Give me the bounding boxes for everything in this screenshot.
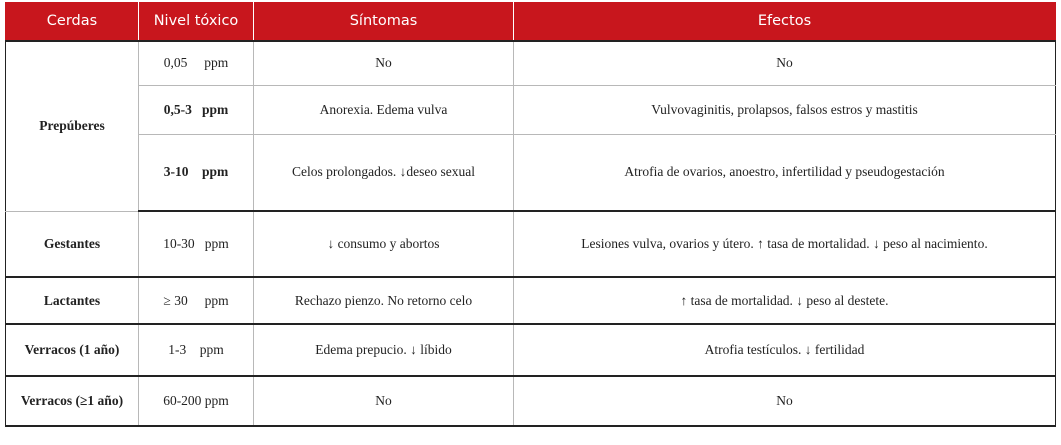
level-cell bbox=[139, 376, 254, 426]
group-label-gestantes: Gestantes bbox=[6, 211, 139, 277]
level-value: ≥ 30 ppm bbox=[163, 292, 229, 308]
group-label-verracos-2: Verracos (≥1 año) bbox=[6, 376, 139, 426]
table-row bbox=[6, 211, 1056, 277]
header-row bbox=[6, 2, 1056, 41]
toxicity-table-container bbox=[5, 2, 1055, 427]
effects-cell: Lesiones vulva, ovarios y útero. ↑ tasa de mortalidad. ↓ peso al nacimiento. bbox=[514, 211, 1056, 277]
level-value: 1-3 ppm bbox=[168, 342, 224, 357]
level-cell bbox=[139, 85, 254, 134]
effects-cell: No bbox=[514, 41, 1056, 85]
table-row bbox=[6, 324, 1056, 376]
header-cerdas: Cerdas bbox=[6, 2, 139, 41]
table-row bbox=[6, 85, 1056, 134]
table-row bbox=[6, 41, 1056, 85]
group-label-lactantes: Lactantes bbox=[6, 277, 139, 324]
level-cell bbox=[139, 277, 254, 324]
level-value: 0,5-3 ppm bbox=[163, 101, 229, 117]
level-cell bbox=[139, 211, 254, 277]
symptoms-cell: No bbox=[254, 376, 514, 426]
header-efectos: Efectos bbox=[514, 2, 1056, 41]
effects-cell: Atrofia de ovarios, anoestro, infertilidad y pseudogestación bbox=[514, 134, 1056, 211]
level-cell bbox=[139, 41, 254, 85]
effects-cell: ↑ tasa de mortalidad. ↓ peso al destete. bbox=[514, 277, 1056, 324]
level-value: 0,05 ppm bbox=[163, 55, 229, 71]
table-body bbox=[6, 41, 1056, 426]
table-header bbox=[6, 2, 1056, 41]
effects-cell: No bbox=[514, 376, 1056, 426]
level-cell bbox=[139, 134, 254, 211]
level-cell bbox=[139, 324, 254, 376]
level-value: 3-10 ppm bbox=[163, 164, 229, 180]
effects-cell: Vulvovaginitis, prolapsos, falsos estros y mastitis bbox=[514, 85, 1056, 134]
group-label-prepuberes: Prepúberes bbox=[6, 41, 139, 211]
level-value: 10-30 ppm bbox=[163, 236, 229, 251]
symptoms-cell: Anorexia. Edema vulva bbox=[254, 85, 514, 134]
effects-cell: Atrofia testículos. ↓ fertilidad bbox=[514, 324, 1056, 376]
symptoms-cell: ↓ consumo y abortos bbox=[254, 211, 514, 277]
level-value: 60-200 ppm bbox=[163, 393, 229, 408]
symptoms-cell: No bbox=[254, 41, 514, 85]
symptoms-cell: Edema prepucio. ↓ líbido bbox=[254, 324, 514, 376]
symptoms-cell: Celos prolongados. ↓deseo sexual bbox=[254, 134, 514, 211]
table-row bbox=[6, 277, 1056, 324]
toxicity-table bbox=[5, 2, 1056, 427]
group-label-verracos-1: Verracos (1 año) bbox=[6, 324, 139, 376]
table-row bbox=[6, 134, 1056, 211]
symptoms-cell: Rechazo pienzo. No retorno celo bbox=[254, 277, 514, 324]
header-nivel-toxico: Nivel tóxico bbox=[139, 2, 254, 41]
header-sintomas: Síntomas bbox=[254, 2, 514, 41]
table-row bbox=[6, 376, 1056, 426]
